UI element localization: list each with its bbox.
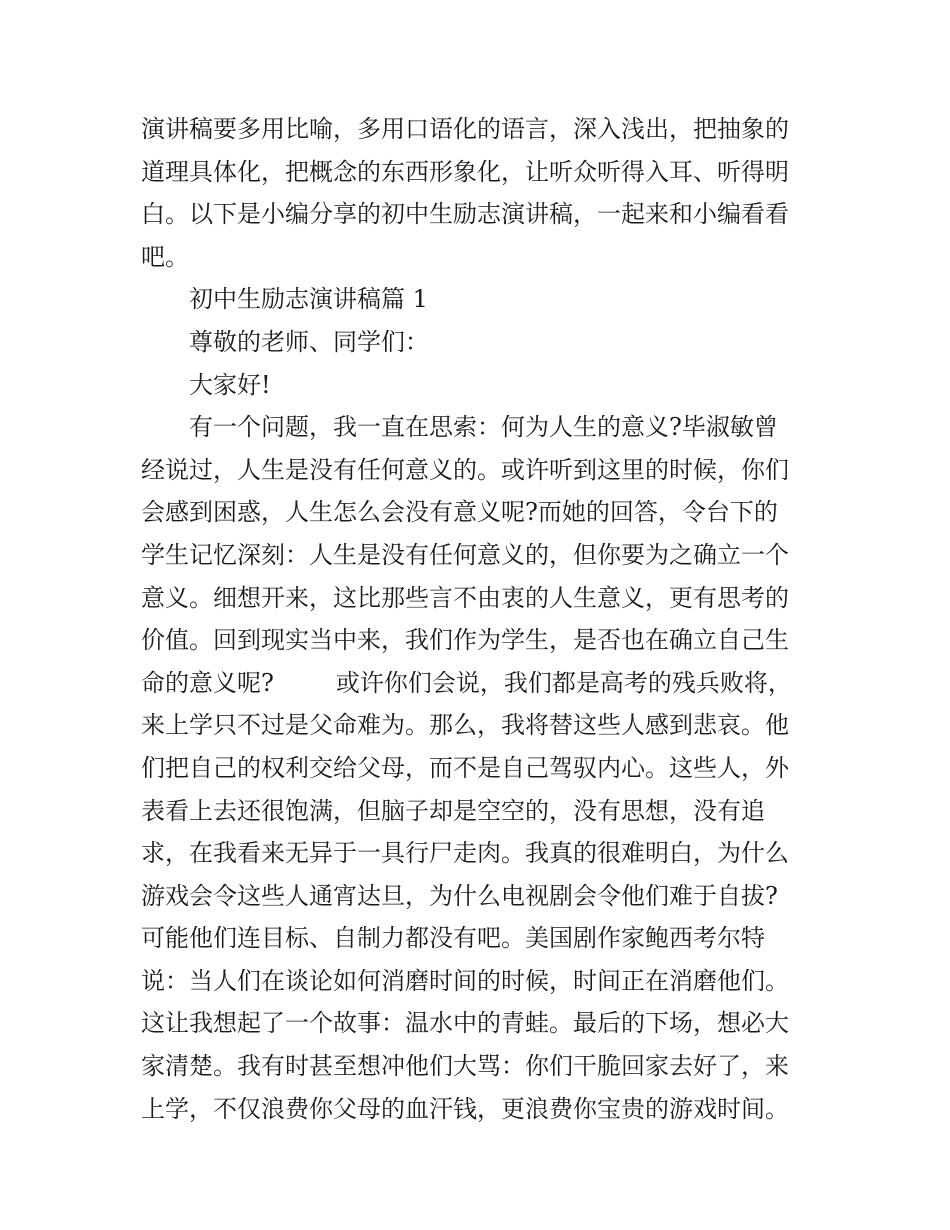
body-line-split [141,662,813,705]
section-title: 初中生励志演讲稿篇 1 [189,285,428,314]
document-body [141,108,813,1130]
body-line: 意义。细想开来，这比那些言不由衷的人生意义，更有思考的 [141,583,789,612]
intro-line: 吧。 [141,242,189,271]
body-line: 有一个问题，我一直在思索：何为人生的意义?毕淑敏曾 [189,413,778,442]
body-line-right: 或许你们会说，我们都是高考的残兵败将， [335,668,792,697]
body-line: 会感到困惑，人生怎么会没有意义呢?而她的回答，令台下的 [141,498,778,527]
body-line: 上学，不仅浪费你父母的血汗钱，更浪费你宝贵的游戏时间。 [141,1094,789,1123]
body-line: 学生记忆深刻：人生是没有任何意义的，但你要为之确立一个 [141,540,789,569]
body-line: 表看上去还很饱满，但脑子却是空空的，没有思想，没有追 [141,796,765,825]
body-line: 家清楚。我有时甚至想冲他们大骂：你们干脆回家去好了，来 [141,1052,789,1081]
body-line: 求，在我看来无异于一具行尸走肉。我真的很难明白，为什么 [141,839,789,868]
body-line: 可能他们连目标、自制力都没有吧。美国剧作家鲍西考尔特 [141,924,765,953]
intro-line: 道理具体化，把概念的东西形象化，让听众听得入耳、听得明 [141,157,789,186]
body-line: 来上学只不过是父命难为。那么，我将替这些人感到悲哀。他 [141,711,789,740]
greeting: 大家好! [189,370,271,399]
body-line: 价值。回到现实当中来，我们作为学生，是否也在确立自己生 [141,626,789,655]
body-line-left: 命的意义呢? [141,668,274,697]
body-line: 游戏会令这些人通宵达旦，为什么电视剧会令他们难于自拔? [141,881,778,910]
body-line: 说：当人们在谈论如何消磨时间的时候，时间正在消磨他们。 [141,966,789,995]
body-line: 这让我想起了一个故事：温水中的青蛙。最后的下场，想必大 [141,1009,789,1038]
body-line: 经说过，人生是没有任何意义的。或许听到这里的时候，你们 [141,455,789,484]
salutation: 尊敬的老师、同学们： [189,327,429,356]
body-line: 们把自己的权利交给父母，而不是自己驾驭内心。这些人，外 [141,753,789,782]
intro-line: 白。以下是小编分享的初中生励志演讲稿，一起来和小编看看 [141,200,789,229]
intro-line: 演讲稿要多用比喻，多用口语化的语言，深入浅出，把抽象的 [141,115,789,143]
